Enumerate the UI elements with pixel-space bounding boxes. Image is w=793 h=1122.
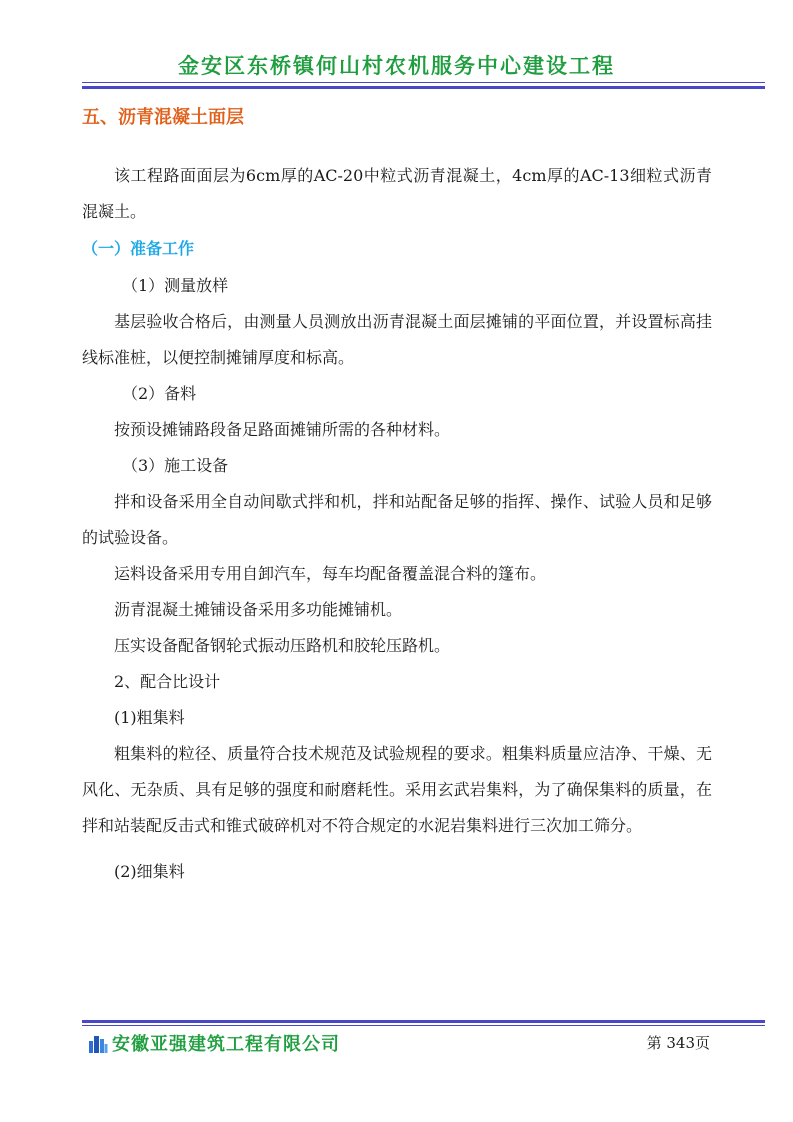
item-heading: （3）施工设备 [122,456,229,475]
body-paragraph: 拌和设备采用全自动间歇式拌和机，拌和站配备足够的指挥、操作、试验人员和足够的试验设备。 [82,492,712,547]
header-title: 金安区东桥镇何山村农机服务中心建设工程 [178,54,615,78]
item-heading: (1)粗集料 [114,708,185,727]
page-number: 第 343页 [646,1034,710,1052]
footer-company: 安徽亚强建筑工程有限公司 [112,1034,340,1055]
footer-rule-thin [82,1025,765,1026]
building-logo-icon [88,1033,108,1053]
item-heading: (2)细集料 [114,862,185,881]
section-title: 五、沥青混凝土面层 [82,107,244,128]
header-rule-thin [82,82,765,83]
body-paragraph: 压实设备配备钢轮式振动压路机和胶轮压路机。 [114,636,451,655]
body-paragraph: 沥青混凝土摊铺设备采用多功能摊铺机。 [114,600,403,619]
intro-paragraph: 该工程路面面层为6cm厚的AC-20中粒式沥青混凝土，4cm厚的AC-13细粒式沥青混凝土。 [82,166,712,221]
body-paragraph: 粗集料的粒径、质量符合技术规范及试验规程的要求。粗集料质量应洁净、干燥、无风化、无杂质、具有足够的强度和耐磨耗性。采用玄武岩集料，为了确保集料的质量，在拌和站装配反击式和锥式破碎机对不符合规定的水泥岩集料进行三次加工筛分。 [82,744,712,835]
body-paragraph: 按预设摊铺路段备足路面摊铺所需的各种材料。 [114,420,451,439]
document-body [82,96,712,890]
body-paragraph: 运料设备采用专用自卸汽车，每车均配备覆盖混合料的篷布。 [114,564,547,583]
item-heading: （1）测量放样 [122,276,229,295]
footer-rule-thick [82,1020,765,1023]
item-heading: 2、配合比设计 [114,672,221,691]
body-paragraph: 基层验收合格后，由测量人员测放出沥青混凝土面层摊铺的平面位置，并设置标高挂线标准桩，以便控制摊铺厚度和标高。 [82,312,712,367]
item-heading: （2）备料 [122,384,197,403]
subsection-title: （一）准备工作 [82,239,195,258]
header-rule-thick [82,86,765,89]
